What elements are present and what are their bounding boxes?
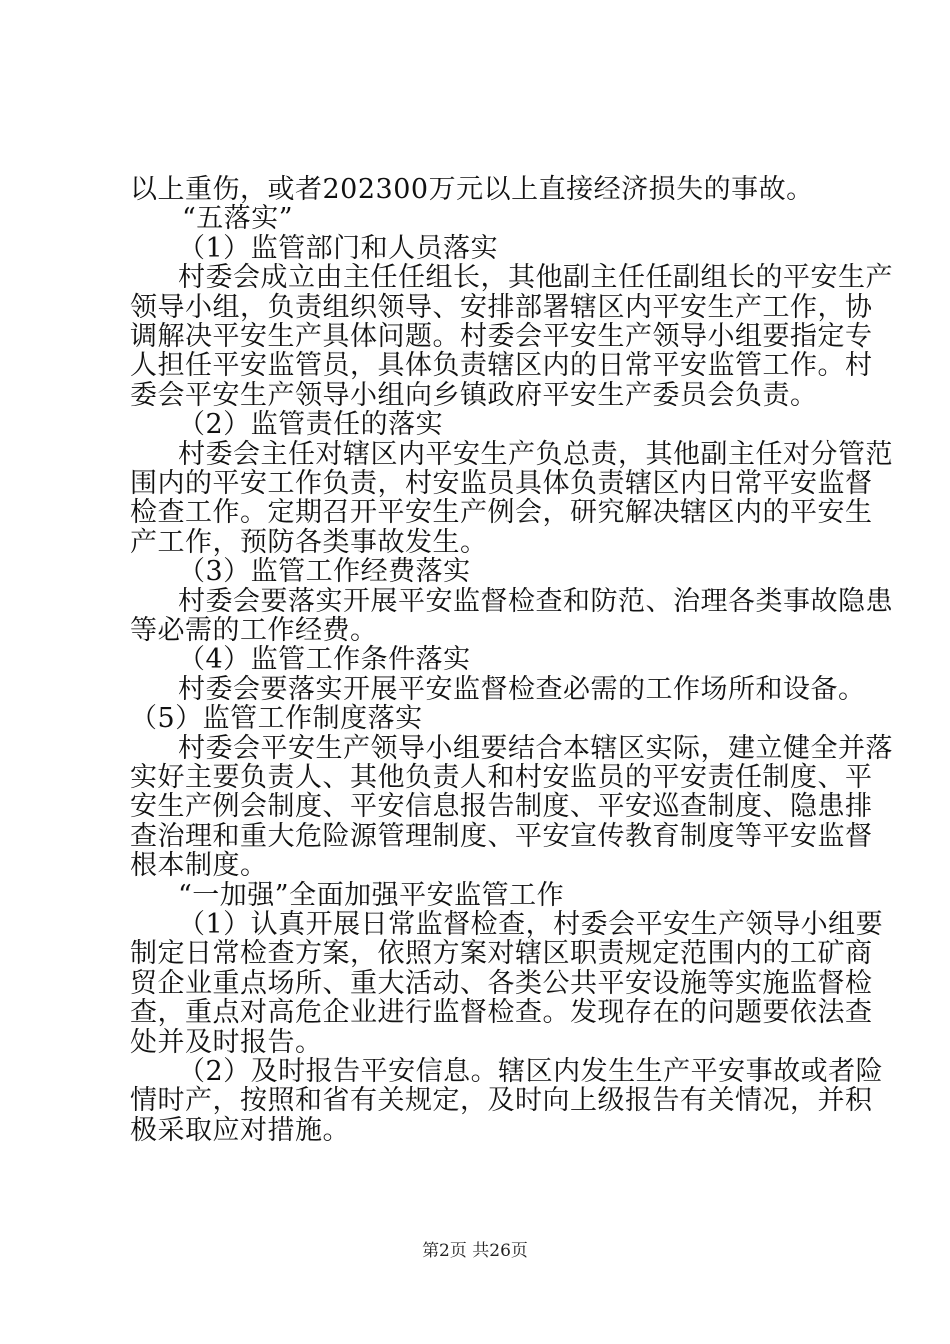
- text-line: 以上重伤，或者202300万元以上直接经济损失的事故。: [130, 174, 814, 205]
- text-line: 调解决平安生产具体问题。村委会平安生产领导小组要指定专: [130, 321, 873, 352]
- text-line: 贸企业重点场所、重大活动、各类公共平安设施等实施监督检: [130, 967, 873, 999]
- text-line: （1）认真开展日常监督检查，村委会平安生产领导小组要: [178, 909, 884, 940]
- text-line: 等必需的工作经费。: [130, 615, 378, 646]
- subsection-heading: （2）监管责任的落实: [178, 409, 444, 441]
- text-line: 根本制度。: [130, 850, 268, 882]
- subsection-heading: （3）监管工作经费落实: [178, 556, 471, 588]
- section-heading: “五落实”: [182, 203, 294, 235]
- subsection-heading: （1）监管部门和人员落实: [178, 232, 499, 264]
- text-line: 情时产，按照和省有关规定，及时向上级报告有关情况，并积: [130, 1085, 873, 1117]
- text-line: 查，重点对高危企业进行监督检查。发现存在的问题要依法查: [130, 997, 873, 1029]
- text-line: 村委会主任对辖区内平安生产负总责，其他副主任对分管范: [178, 438, 893, 470]
- subsection-heading: （4）监管工作条件落实: [178, 644, 471, 676]
- subsection-heading: （5）监管工作制度落实: [130, 703, 423, 735]
- text-line: （2）及时报告平安信息。辖区内发生生产平安事故或者险: [178, 1056, 884, 1087]
- text-line: 领导小组，负责组织领导、安排部署辖区内平安生产工作，协: [130, 291, 873, 323]
- text-line: 查治理和重大危险源管理制度、平安宣传教育制度等平安监督: [130, 820, 873, 852]
- text-line: 村委会平安生产领导小组要结合本辖区实际，建立健全并落: [178, 732, 893, 764]
- text-line: 人担任平安监管员，具体负责辖区内的日常平安监管工作。村: [130, 350, 873, 382]
- section-heading: “一加强”全面加强平安监管工作: [178, 879, 565, 911]
- text-line: 实好主要负责人、其他负责人和村安监员的平安责任制度、平: [130, 762, 873, 793]
- text-line: 委会平安生产领导小组向乡镇政府平安生产委员会负责。: [130, 379, 818, 411]
- text-line: 村委会要落实开展平安监督检查和防范、治理各类事故隐患: [178, 585, 893, 617]
- page-footer: 第2页 共26页: [422, 1241, 528, 1261]
- text-line: 安生产例会制度、平安信息报告制度、平安巡查制度、隐患排: [130, 791, 873, 823]
- text-line: 村委会要落实开展平安监督检查必需的工作场所和设备。: [178, 673, 866, 705]
- text-line: 制定日常检查方案，依照方案对辖区职责规定范围内的工矿商: [130, 938, 873, 970]
- text-line: 极采取应对措施。: [130, 1114, 350, 1146]
- text-line: 村委会成立由主任任组长，其他副主任任副组长的平安生产: [178, 262, 893, 294]
- text-line: 产工作，预防各类事故发生。: [130, 526, 488, 558]
- text-line: 围内的平安工作负责，村安监员具体负责辖区内日常平安监督: [130, 468, 873, 499]
- text-line: 处并及时报告。: [130, 1026, 323, 1058]
- text-line: 检查工作。定期召开平安生产例会，研究解决辖区内的平安生: [130, 497, 873, 529]
